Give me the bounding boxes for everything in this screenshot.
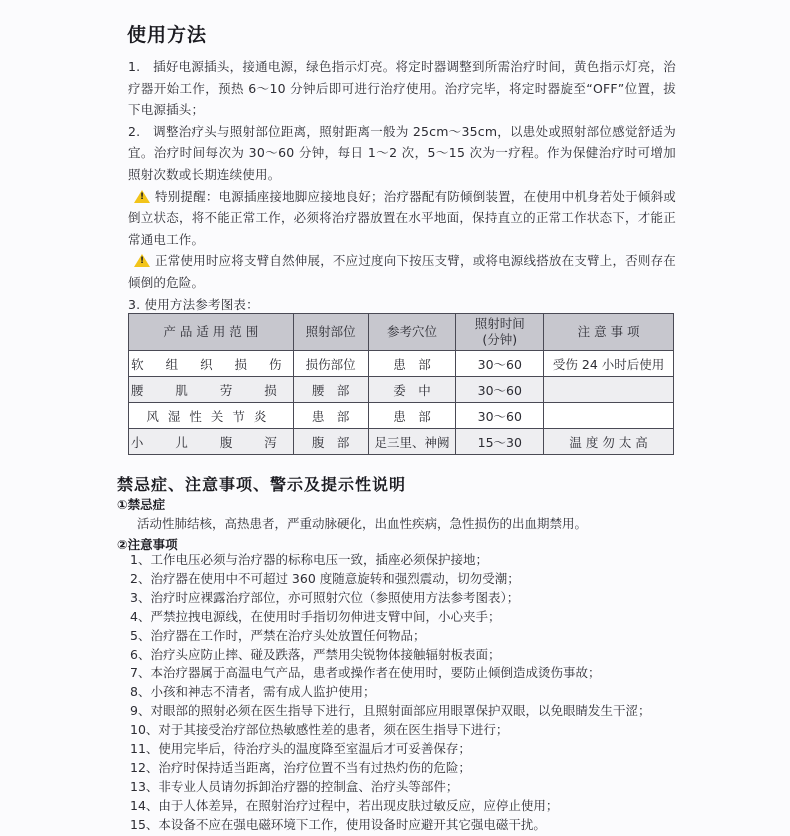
table-row [129,377,674,403]
table-header-row [129,314,674,351]
list-item [130,627,678,646]
table-cell [544,377,674,403]
usage-step-3: 3. 使用方法参考图表： [128,296,259,312]
table-cell: 患 部 [293,403,368,429]
table-cell: 患 部 [368,403,456,429]
list-item [130,608,678,627]
note-text: 对于其接受治疗部位热敏感性差的患者，须在医生指导下进行； [158,722,509,738]
note-text: 治疗器在工作时，严禁在治疗头处放置任何物品； [150,627,426,643]
note-number: 7、 [130,665,151,681]
table-cell: 15～30 [456,429,544,455]
list-item [130,589,678,608]
table-cell: 损伤部位 [293,351,368,377]
note-text: 治疗时应裸露治疗部位，亦可照射穴位（参照使用方法参考图表）； [150,589,520,605]
header-area: 照射部位 [293,314,368,351]
header-acupoint: 参考穴位 [368,314,456,351]
contraindications-text: 活动性肺结核，高热患者，严重动脉硬化，出血性疾病，急性损伤的出血期禁用。 [137,516,588,531]
header-duration-line1: 照射时间 [474,316,525,331]
table-cell: 30～60 [456,377,544,403]
table-cell [544,403,674,429]
table-cell: 小 儿 腹 泻 [129,429,294,455]
header-duration-line2: (分钟) [482,332,518,347]
note-number: 6、 [130,646,151,662]
table-cell: 腰 肌 劳 损 [129,377,294,403]
list-item [130,664,678,683]
table-cell: 腰 部 [293,377,368,403]
usage-step-2: 2. 调整治疗头与照射部位距离，照射距离一般为 25cm～35cm，以患处或照射部位感觉舒适为宜。治疗时间每次为 30～60 分钟，每日 1～2 次，5～15 次为一疗程。作为保健治疗时可增加照射次数或长期连续使用。 [128,123,676,182]
list-item [130,778,678,797]
table-cell: 委 中 [368,377,456,403]
table-cell: 30～60 [456,351,544,377]
list-item [130,646,678,665]
note-text: 本治疗器属于高温电气产品，患者或操作者在使用时，要防止倾倒造成烫伤事故； [150,665,601,681]
note-text: 非专业人员请勿拆卸治疗器的控制盒、治疗头等部件； [158,778,459,794]
contraindications-title: ①禁忌症 [117,497,166,512]
note-text: 本设备不应在强电磁环境下工作，使用设备时应避开其它强电磁干扰。 [158,816,546,832]
warning-tip-over [128,250,676,293]
usage-step-1: 1. 插好电源插头，接通电源，绿色指示灯亮。将定时器调整到所需治疗时间，黄色指示灯亮，治疗器开始工作，预热 6～10 分钟后即可进行治疗使用。治疗完毕，将定时器旋至“OFF”位置，拔下电源插头； [128,59,676,118]
note-number: 14、 [130,797,159,813]
note-number: 2、 [130,570,151,586]
usage-title: 使用方法 [127,24,208,46]
table-cell: 腹 部 [293,429,368,455]
table-cell: 足三里、神阙 [368,429,456,455]
table-row [129,429,674,455]
cautions-title: 禁忌症、注意事项、警示及提示性说明 [117,475,407,494]
note-text: 使用完毕后，待治疗头的温度降至室温后才可妥善保存； [158,741,471,757]
note-number: 12、 [130,759,159,775]
header-scope: 产 品 适 用 范 围 [129,314,294,351]
table-cell: 温 度 勿 太 高 [544,429,674,455]
note-text: 治疗时保持适当距离，治疗位置不当有过热灼伤的危险； [158,759,471,775]
note-text: 严禁拉拽电源线，在使用时手指切勿伸进支臂中间，小心夹手； [150,608,501,624]
table-cell: 受伤 24 小时后使用 [544,351,674,377]
header-duration [456,314,544,351]
warning-special [128,186,676,251]
warning-triangle-icon [134,190,150,203]
list-item [130,797,678,816]
note-number: 13、 [130,778,159,794]
list-item [130,721,678,740]
warning-special-text: 特别提醒：电源插座接地脚应接地良好；治疗器配有防倾倒装置，在使用中机身若处于倾斜或倒立状态，将不能正常工作，必须将治疗器放置在水平地面，保持直立的正常工作状态下，才能正常通电工作。 [128,188,676,247]
header-notes: 注 意 事 项 [544,314,674,351]
note-number: 8、 [130,684,151,700]
notes-list [130,551,678,835]
list-item [130,702,678,721]
note-text: 对眼部的照射必须在医生指导下进行，且照射面部应用眼罩保护双眼，以免眼睛发生干涩； [150,703,651,719]
table-cell: 30～60 [456,403,544,429]
warning-tip-over-text: 正常使用时应将支臂自然伸展，不应过度向下按压支臂，或将电源线搭放在支臂上，否则存在倾倒的危险。 [128,253,676,290]
warning-triangle-icon [134,254,150,267]
table-cell: 患 部 [368,351,456,377]
table-row [129,351,674,377]
note-number: 5、 [130,627,151,643]
list-item [130,759,678,778]
note-text: 由于人体差异，在照射治疗过程中，若出现皮肤过敏反应，应停止使用； [158,797,559,813]
note-number: 15、 [130,816,159,832]
note-number: 10、 [130,722,159,738]
table-cell: 软 组 织 损 伤 [129,351,294,377]
table-row [129,403,674,429]
list-item [130,570,678,589]
table-cell: 风湿性关节炎 [129,403,294,429]
note-number: 3、 [130,589,151,605]
note-number: 11、 [130,741,159,757]
note-text: 治疗头应防止摔、碰及跌落，严禁用尖锐物体接触辐射板表面； [150,646,501,662]
note-text: 治疗器在使用中不可超过 360 度随意旋转和强烈震动，切勿受潮； [150,570,520,586]
notes-title: ②注意事项 [117,537,178,552]
note-number: 1、 [130,552,151,567]
note-text: 小孩和神志不清者，需有成人监护使用； [150,684,376,700]
list-item [130,740,678,759]
note-text: 工作电压必须与治疗器的标称电压一致，插座必须保护接地； [150,552,488,567]
list-item [130,816,678,835]
usage-reference-table [128,313,674,455]
list-item [130,683,678,702]
note-number: 4、 [130,608,151,624]
list-item [130,551,678,570]
note-number: 9、 [130,703,151,719]
usage-section [128,56,676,315]
